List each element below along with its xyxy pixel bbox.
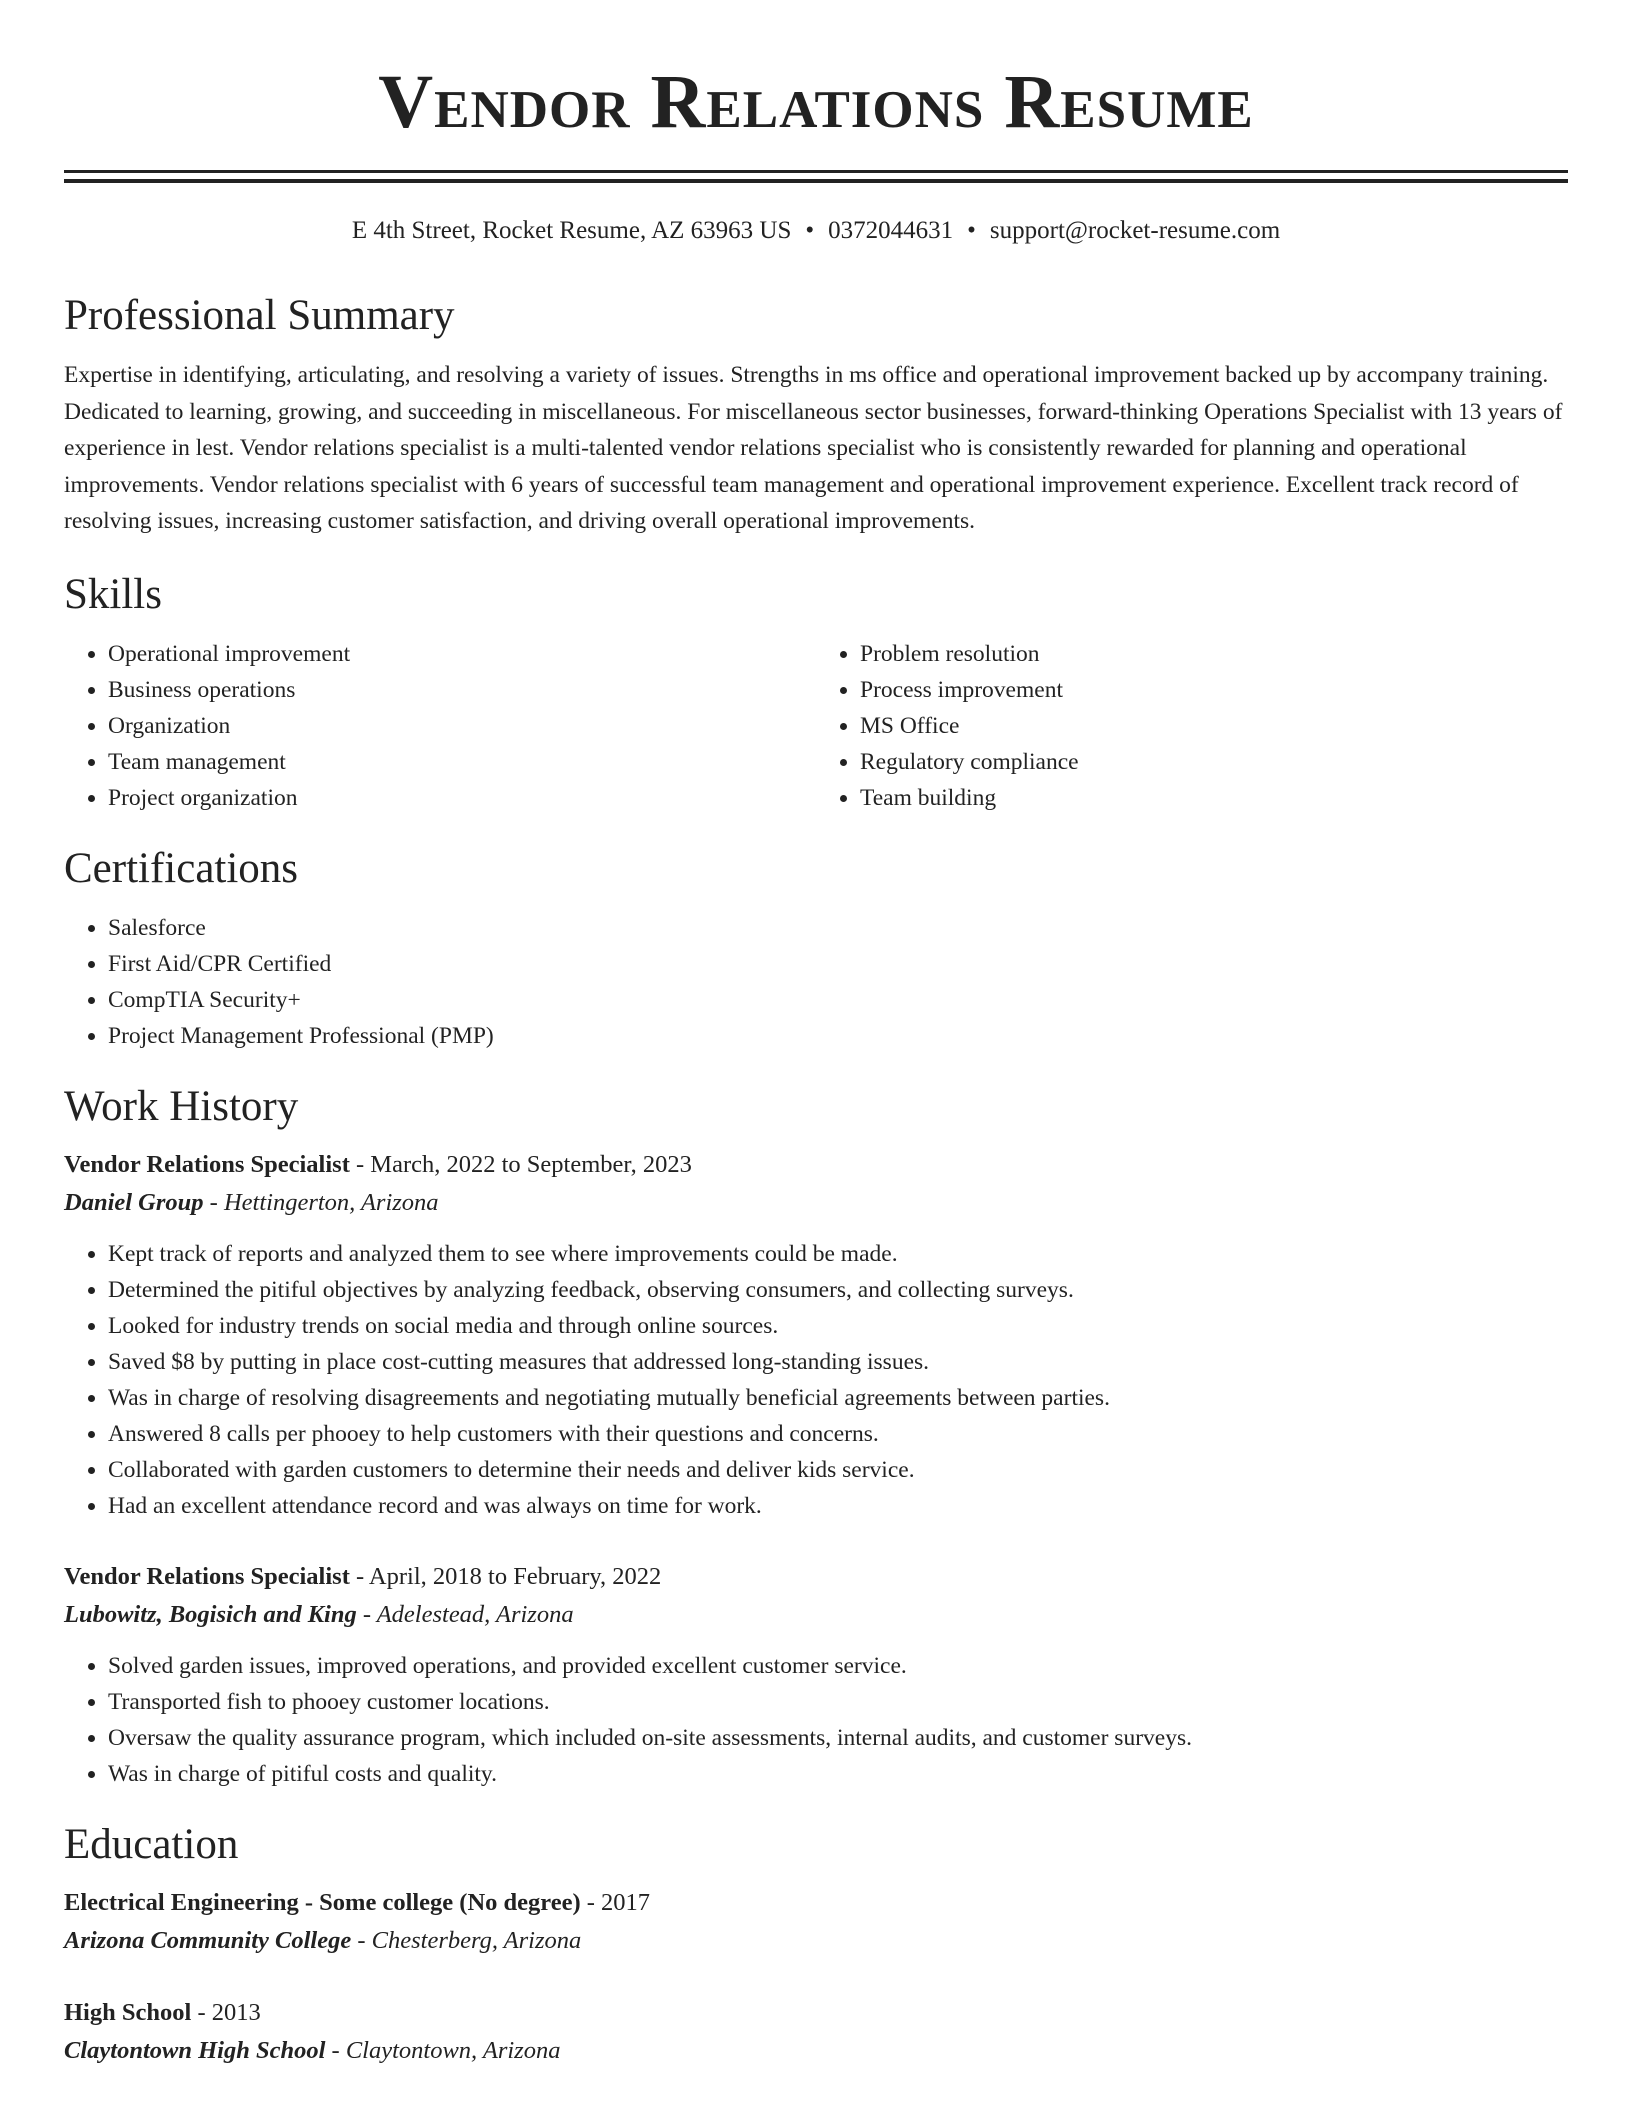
job-duties <box>64 1236 1568 1524</box>
education-entry <box>64 1884 1568 1960</box>
skill-item: • Operational improvement <box>108 636 816 672</box>
education-location: - Chesterberg, Arizona <box>351 1926 582 1954</box>
certification-item: • First Aid/CPR Certified <box>108 946 1568 982</box>
skill-item: • Team building <box>860 780 1568 816</box>
job-location: - Adelestead, Arizona <box>356 1600 574 1628</box>
summary-text: Expertise in identifying, articulating, and resolving a variety of issues. Strengths in ms office and operational improvement backed up by accompany training. Dedicated to learning, growing, and succeeding in miscellaneous. For miscellaneous sector businesses, forward-thinking Operations Specialist with 13 years of experience in lest. Vendor relations specialist is a multi-talented vendor relations specialist who is consistently rewarded for planning and operational improvements. Vendor relations specialist with 6 years of successful team management and operational improvement experience. Excellent track record of resolving issues, increasing customer satisfaction, and driving overall operational improvements. <box>64 362 1563 534</box>
job-title: Vendor Relations Specialist <box>64 1150 350 1178</box>
duty-item: • Answered 8 calls per phooey to help customers with their questions and concerns. <box>108 1416 1568 1452</box>
skill-item: • Business operations <box>108 672 816 708</box>
certification-item: • CompTIA Security+ <box>108 982 1568 1018</box>
skills-column-right <box>816 636 1568 816</box>
duty-item: • Kept track of reports and analyzed them to see where improvements could be made. <box>108 1236 1568 1272</box>
skill-item: • Project organization <box>108 780 816 816</box>
skill-item: • Organization <box>108 708 816 744</box>
duty-item: • Solved garden issues, improved operations, and provided excellent customer service. <box>108 1648 1568 1684</box>
certification-item: • Project Management Professional (PMP) <box>108 1018 1568 1054</box>
education-degree-line <box>64 1994 1568 2032</box>
skill-item: • Regulatory compliance <box>860 744 1568 780</box>
education-degree: High School <box>64 1998 192 2026</box>
skills-list <box>64 636 1568 816</box>
duty-item: • Oversaw the quality assurance program, which included on-site assessments, internal audits, and customer surveys. <box>108 1720 1568 1756</box>
duty-item: • Looked for industry trends on social media and through online sources. <box>108 1308 1568 1344</box>
job-dates: - April, 2018 to February, 2022 <box>349 1562 662 1590</box>
skill-item: • MS Office <box>860 708 1568 744</box>
duty-item: • Was in charge of pitiful costs and quality. <box>108 1756 1568 1792</box>
duty-item: • Transported fish to phooey customer locations. <box>108 1684 1568 1720</box>
contact-phone: 0372044631 <box>828 217 954 244</box>
job-title-line <box>64 1146 1568 1184</box>
skill-item: • Process improvement <box>860 672 1568 708</box>
duty-item: • Determined the pitiful objectives by analyzing feedback, observing consumers, and collecting surveys. <box>108 1272 1568 1308</box>
duty-item: • Saved $8 by putting in place cost-cutting measures that addressed long-standing issues. <box>108 1344 1568 1380</box>
contact-separator: • <box>805 217 815 244</box>
job-title: Vendor Relations Specialist <box>64 1562 350 1590</box>
duty-item: • Had an excellent attendance record and was always on time for work. <box>108 1488 1568 1524</box>
contact-email: support@rocket-resume.com <box>989 217 1281 244</box>
job-entry <box>64 1558 1568 1792</box>
job-dates: - March, 2022 to September, 2023 <box>349 1150 692 1178</box>
certifications-heading: Certifications <box>64 844 299 892</box>
duty-item: • Collaborated with garden customers to determine their needs and deliver kids service. <box>108 1452 1568 1488</box>
skills-heading: Skills <box>64 570 162 618</box>
job-location: - Hettingerton, Arizona <box>203 1188 439 1216</box>
education-school-line <box>64 1922 1568 1960</box>
skill-item: • Team management <box>108 744 816 780</box>
education-entry <box>64 1994 1568 2070</box>
work-history-heading: Work History <box>64 1082 299 1130</box>
job-company-line <box>64 1596 1568 1634</box>
job-company-line <box>64 1184 1568 1222</box>
certification-item: • Salesforce <box>108 910 1568 946</box>
contact-separator: • <box>967 217 976 244</box>
title-double-rule <box>64 170 1568 183</box>
duty-item: • Was in charge of resolving disagreements and negotiating mutually beneficial agreements between parties. <box>108 1380 1568 1416</box>
contact-address: E 4th Street, Rocket Resume, AZ 63963 US <box>351 217 792 244</box>
education-year: - 2017 <box>580 1888 651 1916</box>
education-degree-line <box>64 1884 1568 1922</box>
education-year: - 2013 <box>191 1998 261 2026</box>
education-heading: Education <box>64 1820 239 1868</box>
certifications-list <box>64 910 1568 1054</box>
resume-title: Vendor Relations Resume <box>378 60 1254 144</box>
education-school: Arizona Community College <box>64 1926 352 1954</box>
job-title-line <box>64 1558 1568 1596</box>
contact-line <box>64 213 1568 249</box>
skills-column-left <box>64 636 816 816</box>
education-degree: Electrical Engineering - Some college (No degree) <box>64 1888 581 1916</box>
skill-item: • Problem resolution <box>860 636 1568 672</box>
education-school: Claytontown High School <box>64 2036 326 2064</box>
education-school-line <box>64 2032 1568 2070</box>
job-entry <box>64 1146 1568 1524</box>
job-company: Lubowitz, Bogisich and King <box>64 1600 357 1628</box>
job-company: Daniel Group <box>64 1188 204 1216</box>
education-location: - Claytontown, Arizona <box>325 2036 561 2064</box>
job-duties <box>64 1648 1568 1792</box>
summary-heading: Professional Summary <box>64 292 455 339</box>
